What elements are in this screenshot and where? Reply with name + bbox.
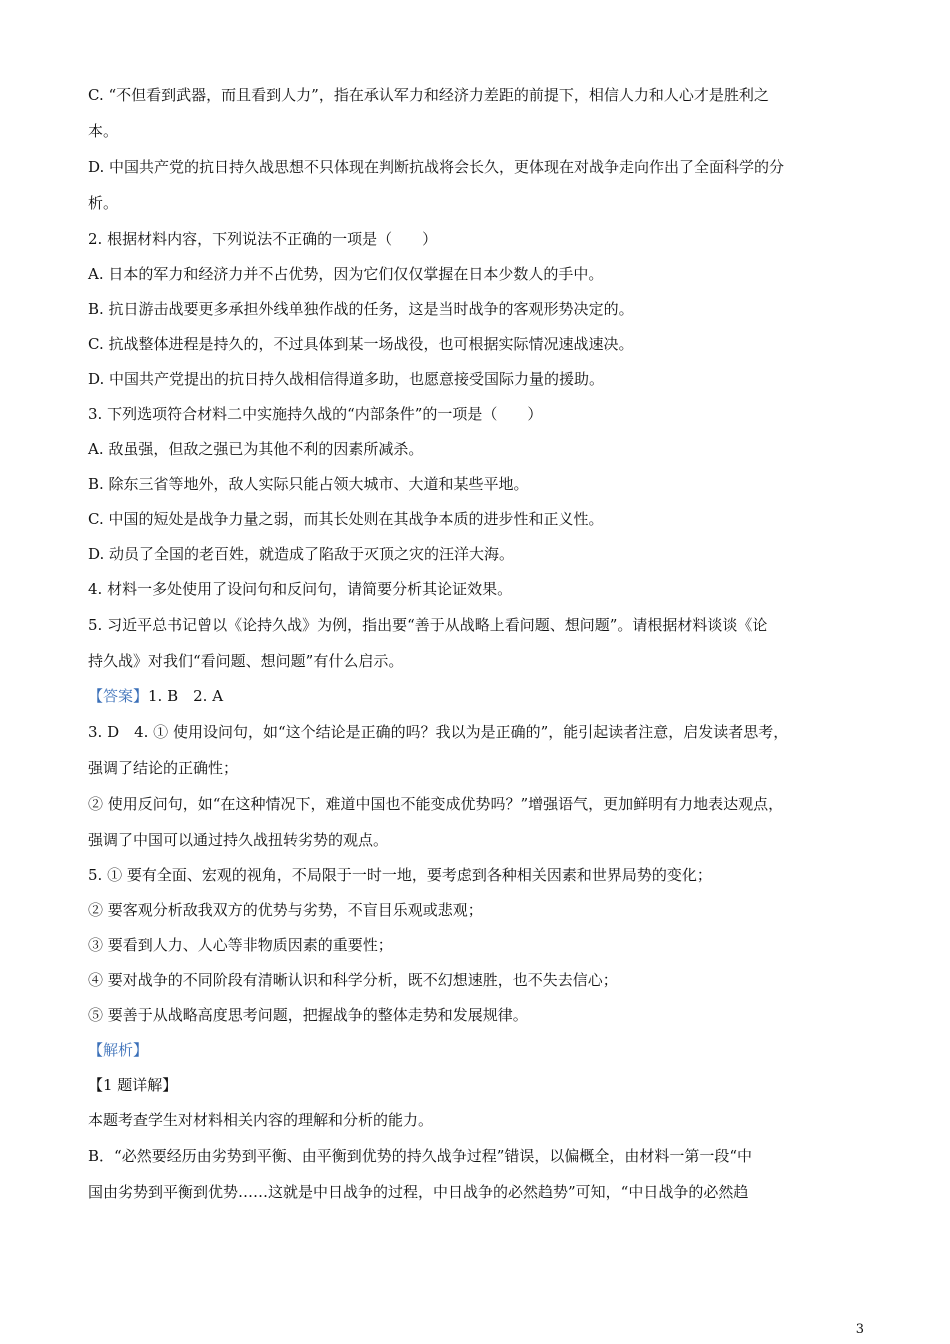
option-line: B. 抗日游击战要更多承担外线单独作战的任务，这是当时战争的客观形势决定的。	[88, 300, 634, 318]
option-line: A. 敌虽强，但敌之强已为其他不利的因素所减杀。	[88, 440, 424, 458]
answer-line: ⑤ 要善于从战略高度思考问题，把握战争的整体走势和发展规律。	[88, 1006, 528, 1024]
detail-line: B．“必然要经历由劣势到平衡、由平衡到优势的持久战争过程”错误，以偏概全，由材料一第一段“中	[88, 1147, 753, 1165]
text-line: 本。	[88, 122, 119, 140]
analysis-tag: 【解析】	[88, 1041, 149, 1059]
answer-line: 5. ① 要有全面、宏观的视角，不局限于一时一地，要考虑到各种相关因素和世界局势的变化；	[88, 866, 712, 884]
text-line: C. “不但看到武器，而且看到人力”，指在承认军力和经济力差距的前提下，相信人力和人心才是胜利之	[88, 86, 769, 104]
option-line: D. 动员了全国的老百姓，就造成了陷敌于灭顶之灾的汪洋大海。	[88, 545, 515, 563]
text-line: D. 中国共产党的抗日持久战思想不只体现在判断抗战将会长久，更体现在对战争走向作出了全面科学的分	[88, 158, 785, 176]
question-3: 3. 下列选项符合材料二中实施持久战的“内部条件”的一项是（ ）	[88, 405, 543, 423]
answer-line: ④ 要对战争的不同阶段有清晰认识和科学分析，既不幻想速胜，也不失去信心；	[88, 971, 618, 989]
question-5: 5. 习近平总书记曾以《论持久战》为例，指出要“善于从战略上看问题、想问题”。请根据材料谈谈《论	[88, 616, 768, 634]
document-body	[88, 78, 880, 1210]
detail-line: 国由劣势到平衡到优势……这就是中日战争的过程，中日战争的必然趋势”可知，“中日战争的必然趋	[88, 1183, 749, 1201]
detail-heading: 【1 题详解】	[88, 1076, 178, 1094]
analysis-tag-line	[88, 1033, 880, 1068]
answer-line: 强调了中国可以通过持久战扭转劣势的观点。	[88, 831, 389, 849]
option-line: C. 中国的短处是战争力量之弱，而其长处则在其战争本质的进步性和正义性。	[88, 510, 604, 528]
detail-line: 本题考查学生对材料相关内容的理解和分析的能力。	[88, 1111, 434, 1129]
answer-line: ② 使用反问句，如“在这种情况下，难道中国也不能变成优势吗？”增强语气，更加鲜明有力地表达观点，	[88, 795, 784, 813]
answer-line: 强调了结论的正确性；	[88, 759, 239, 777]
answer-tag: 【答案】	[88, 687, 149, 705]
option-line: C. 抗战整体进程是持久的，不过具体到某一场战役，也可根据实际情况速战速决。	[88, 335, 634, 353]
text-line: 持久战》对我们“看问题、想问题”有什么启示。	[88, 652, 404, 670]
answer-line: ② 要客观分析敌我双方的优势与劣势，不盲目乐观或悲观；	[88, 901, 483, 919]
answer-line	[88, 679, 880, 714]
option-line: B. 除东三省等地外，敌人实际只能占领大城市、大道和某些平地。	[88, 475, 529, 493]
option-line: A. 日本的军力和经济力并不占优势，因为它们仅仅掌握在日本少数人的手中。	[88, 265, 604, 283]
option-line: D. 中国共产党提出的抗日持久战相信得道多助，也愿意接受国际力量的援助。	[88, 370, 605, 388]
question-2: 2. 根据材料内容，下列说法不正确的一项是（ ）	[88, 230, 438, 248]
text-line: 析。	[88, 194, 119, 212]
answer-line: 3. D 4. ① 使用设问句，如“这个结论是正确的吗？我以为是正确的”，能引起读者注意，启发读者思考，	[88, 723, 789, 741]
page-number: 3	[855, 1322, 864, 1337]
question-4: 4. 材料一多处使用了设问句和反问句，请简要分析其论证效果。	[88, 580, 513, 598]
answer-line: ③ 要看到人力、人心等非物质因素的重要性；	[88, 936, 393, 954]
answer-text: 1. B 2. A	[148, 687, 224, 705]
